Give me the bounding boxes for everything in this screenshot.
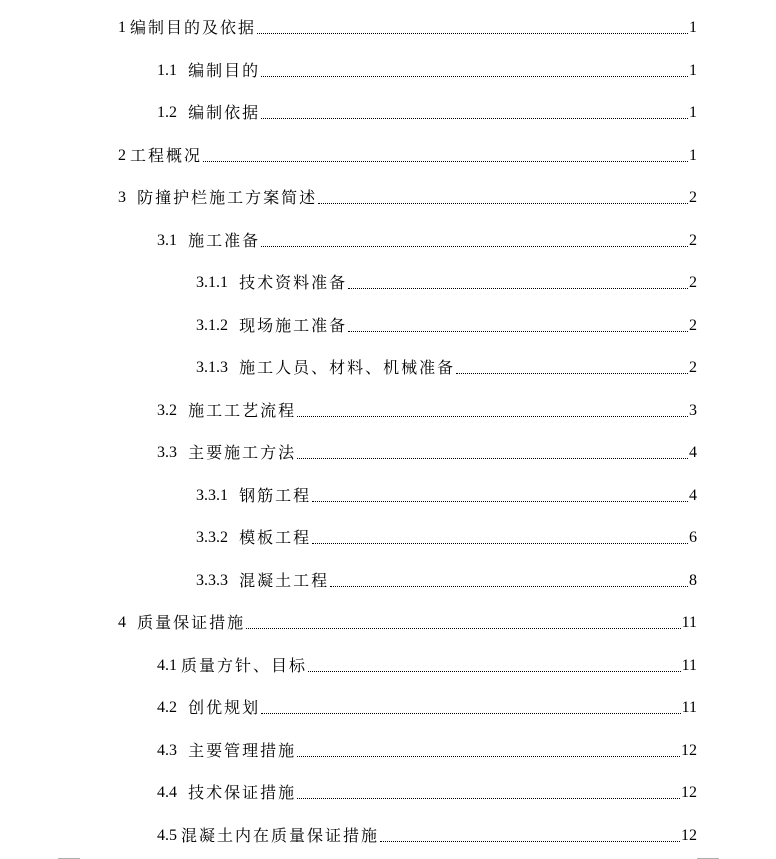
toc-entry-title: 质量保证措施 [130,613,246,633]
dot-leader [330,585,688,587]
toc-entry[interactable] [0,602,776,645]
toc-entry[interactable] [0,432,776,475]
toc-entry-page: 11 [681,656,697,674]
toc-entry-title: 混凝土内在质量保证措施 [181,825,380,845]
toc-entry[interactable] [0,92,776,135]
toc-entry[interactable] [0,517,776,560]
toc-entry-page: 1 [689,104,697,122]
toc-entry-page: 11 [681,614,697,632]
dot-leader [312,542,688,544]
toc-entry-title: 主要施工方法 [181,443,297,463]
toc-entry-title: 工程概况 [130,145,203,165]
toc-entry-number: 3.1.2 [196,316,232,334]
toc-entry-number: 4.3 [157,741,181,759]
toc-entry-number: 3.1.1 [196,274,232,292]
toc-entry-title: 模板工程 [232,528,312,548]
dot-leader [380,840,680,842]
toc-entry[interactable] [0,177,776,220]
toc-entry-title: 钢筋工程 [232,485,312,505]
toc-entry-title: 质量方针、目标 [181,655,308,675]
toc-entry-number: 2 [118,146,130,164]
toc-entry-page: 2 [689,189,697,207]
toc-entry-number: 4.1 [157,656,181,674]
toc-entry-number: 1.2 [157,104,181,122]
toc-entry[interactable] [0,475,776,518]
toc-entry-number: 4.4 [157,784,181,802]
toc-entry[interactable] [0,645,776,688]
toc-entry-title: 技术保证措施 [181,783,297,803]
toc-entry-title: 混凝土工程 [232,570,330,590]
toc-entry-title: 施工人员、材料、机械准备 [232,358,456,378]
dot-leader [246,627,681,629]
toc-entry-page: 1 [689,19,697,37]
dot-leader [297,797,680,799]
toc-entry-page: 2 [689,231,697,249]
toc-entry-page: 12 [681,741,697,759]
dot-leader [297,755,680,757]
toc-entry[interactable] [0,7,776,50]
toc-entry-number: 4 [118,614,130,632]
toc-entry-page: 12 [681,826,697,844]
toc-entry-number: 3.1 [157,231,181,249]
toc-entry-title: 主要管理措施 [181,740,297,760]
toc-entry[interactable] [0,50,776,93]
toc-entry-number: 1.1 [157,61,181,79]
toc-entry-page: 1 [689,146,697,164]
dot-leader [261,117,688,119]
toc-entry-page: 2 [689,274,697,292]
toc-entry[interactable] [0,815,776,858]
toc-entry-title: 技术资料准备 [232,273,348,293]
dot-leader [203,160,688,162]
toc-entry-page: 4 [689,486,697,504]
toc-entry-number: 3.1.3 [196,359,232,377]
toc-entry-number: 1 [118,19,130,37]
toc-entry-number: 3.3.3 [196,571,232,589]
toc-entry-title: 编制依据 [181,103,261,123]
dot-leader [261,75,688,77]
toc-entry-page: 11 [681,699,697,717]
toc-entry-page: 2 [689,316,697,334]
dot-leader [308,670,681,672]
dot-leader [348,330,688,332]
dot-leader [261,245,688,247]
toc-entry-page: 2 [689,359,697,377]
toc-entry-number: 3 [118,189,130,207]
dot-leader [348,287,688,289]
toc-entry[interactable] [0,220,776,263]
toc-entry[interactable] [0,560,776,603]
toc-entry[interactable] [0,347,776,390]
toc-entry-title: 编制目的及依据 [130,18,257,38]
table-of-contents [0,7,776,857]
toc-entry-title: 防撞护栏施工方案简述 [130,188,318,208]
toc-entry-number: 4.2 [157,699,181,717]
dot-leader [257,32,688,34]
toc-entry[interactable] [0,687,776,730]
toc-entry[interactable] [0,730,776,773]
toc-entry-title: 施工准备 [181,230,261,250]
toc-entry-title: 编制目的 [181,60,261,80]
toc-entry-number: 3.2 [157,401,181,419]
dot-leader [297,457,688,459]
dot-leader [261,712,681,714]
toc-entry[interactable] [0,262,776,305]
toc-entry-title: 现场施工准备 [232,315,348,335]
dot-leader [456,372,688,374]
toc-entry-page: 4 [689,444,697,462]
toc-entry[interactable] [0,135,776,178]
toc-entry-number: 3.3.2 [196,529,232,547]
toc-entry-title: 创优规划 [181,698,261,718]
toc-entry[interactable] [0,390,776,433]
toc-entry-page: 8 [689,571,697,589]
toc-entry-page: 12 [681,784,697,802]
toc-entry[interactable] [0,305,776,348]
dot-leader [318,202,688,204]
toc-entry-page: 1 [689,61,697,79]
toc-entry-page: 3 [689,401,697,419]
dot-leader [297,415,688,417]
toc-entry-number: 4.5 [157,826,181,844]
toc-entry-title: 施工工艺流程 [181,400,297,420]
dot-leader [312,500,688,502]
toc-entry[interactable] [0,772,776,815]
toc-entry-number: 3.3 [157,444,181,462]
toc-entry-page: 6 [689,529,697,547]
toc-entry-number: 3.3.1 [196,486,232,504]
